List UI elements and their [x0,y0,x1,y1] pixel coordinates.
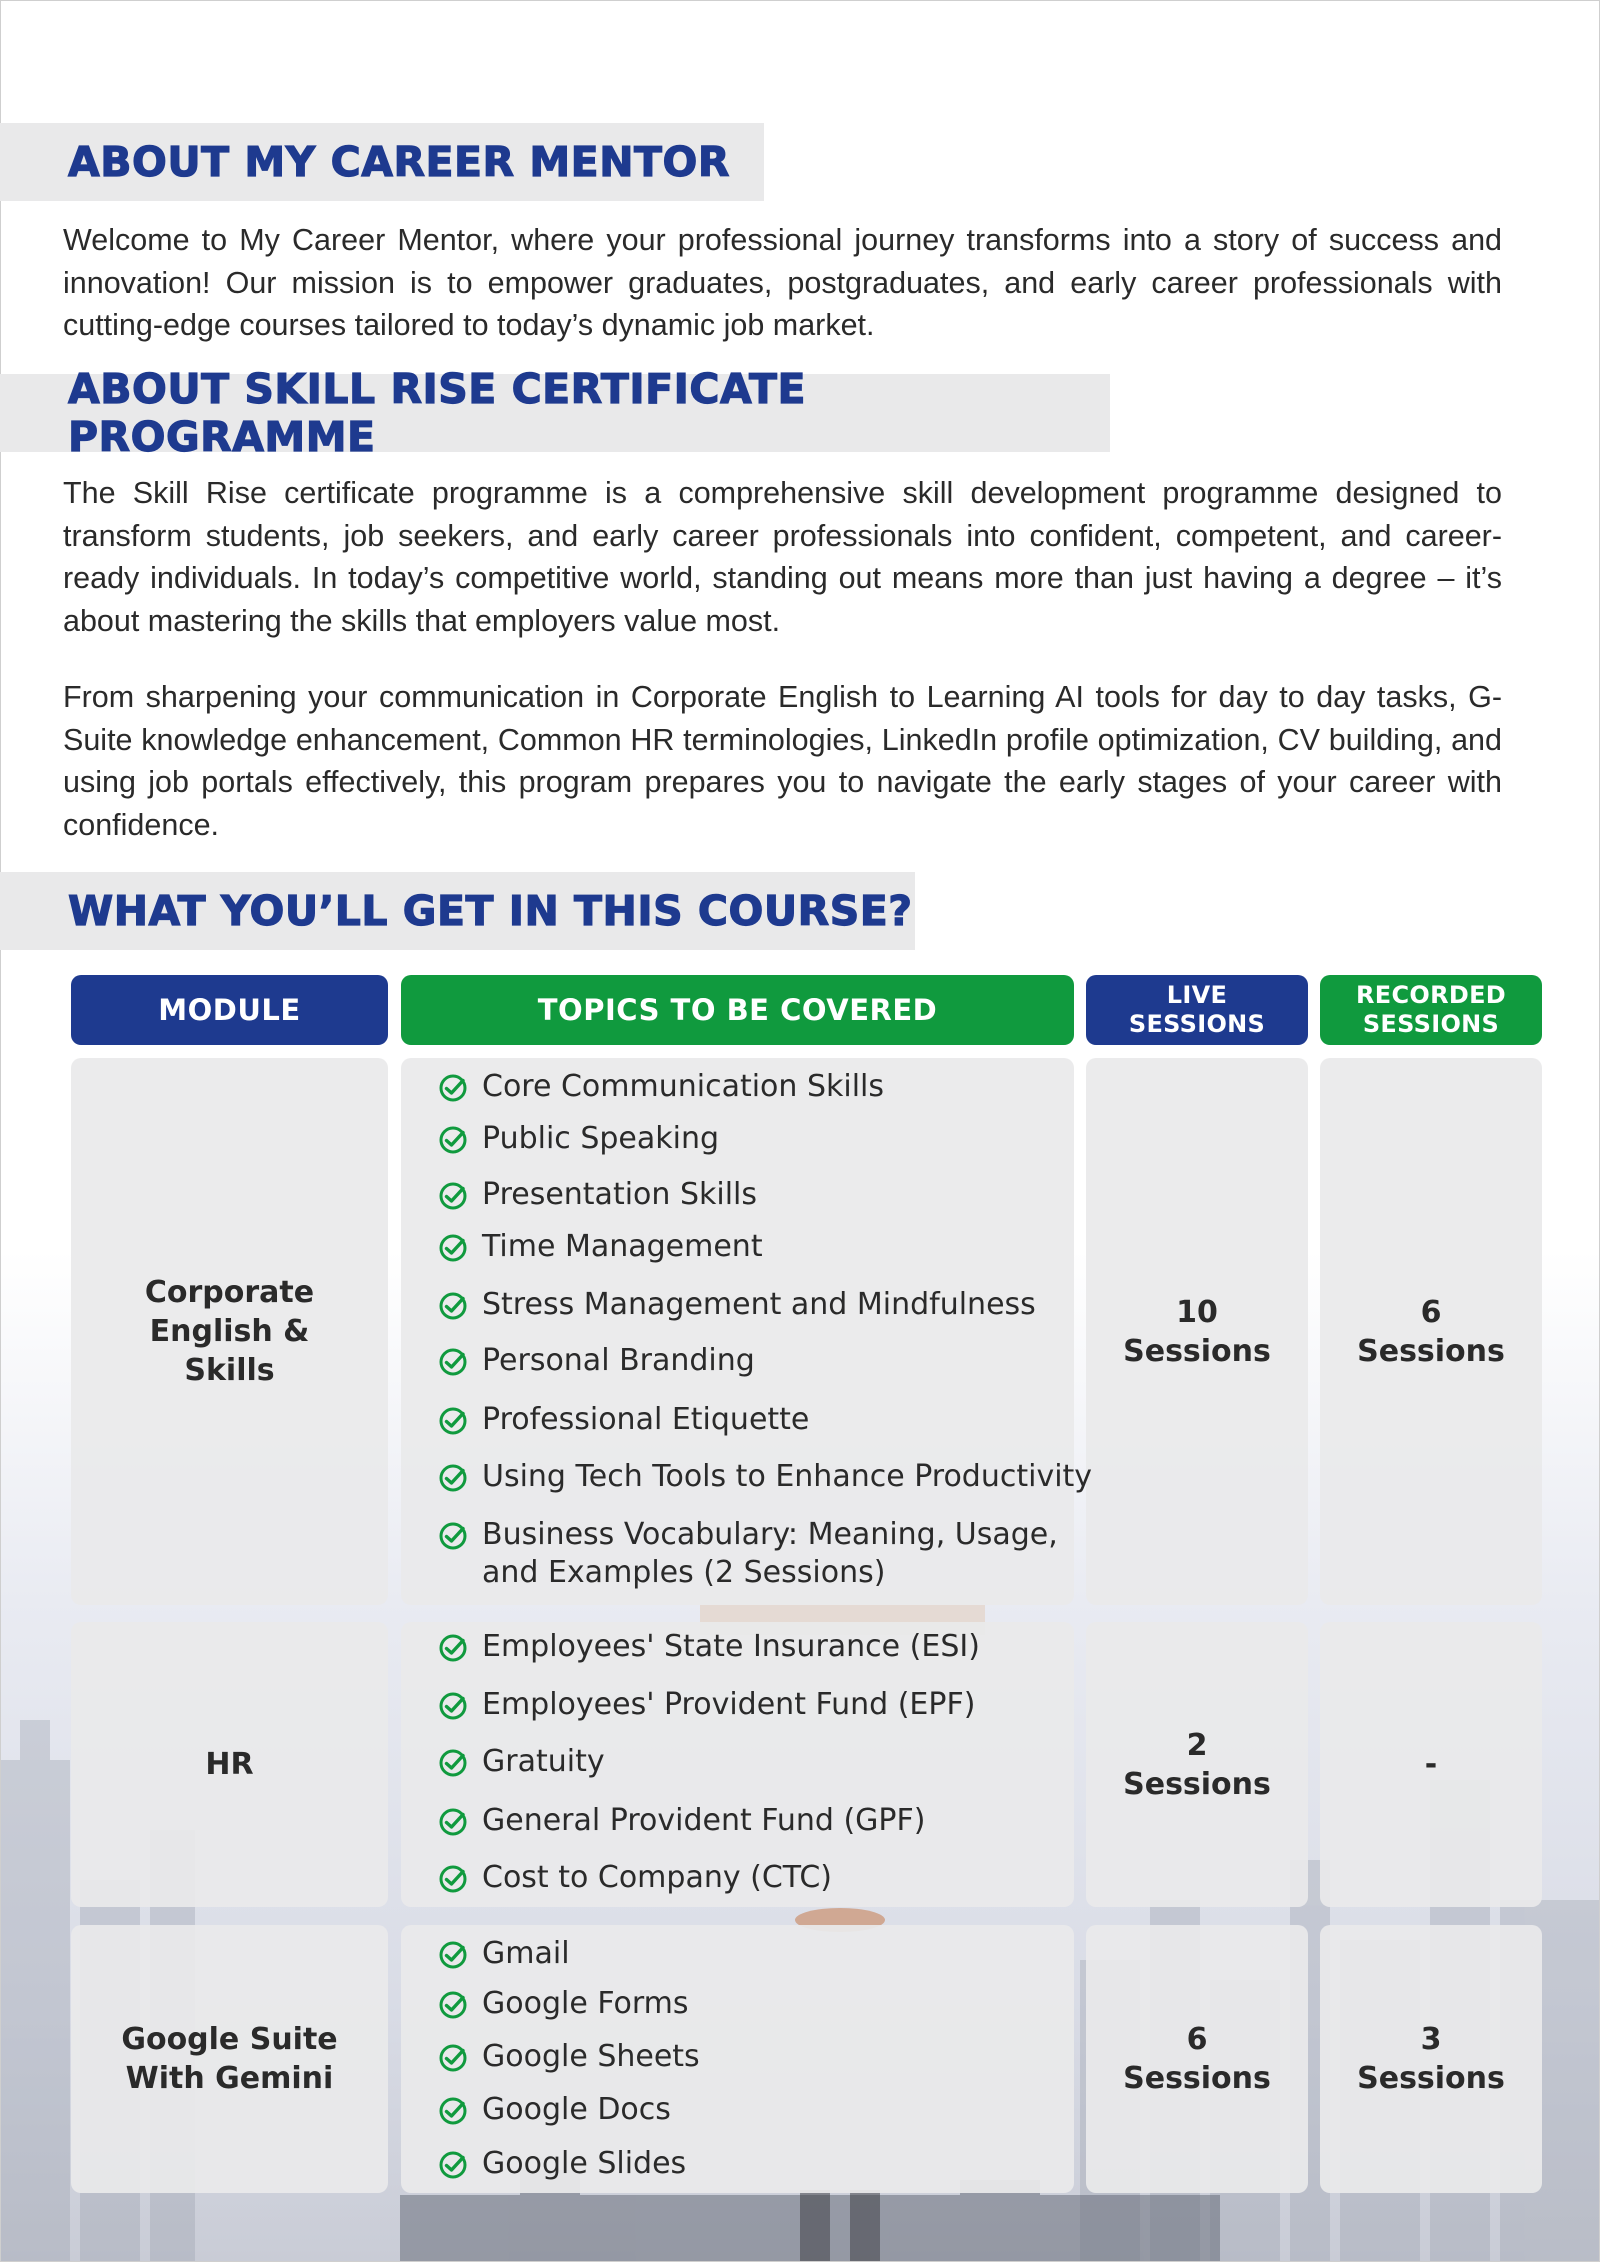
topic-label: Google Sheets [482,2039,700,2074]
check-circle-icon [438,1521,468,1551]
topic-list-item [438,1120,719,1158]
about-mentor-heading: ABOUT MY CAREER MENTOR [68,138,730,186]
check-circle-icon [438,2096,468,2126]
section-heading-band [0,365,1110,461]
topic-list-item [438,1228,763,1266]
check-circle-icon [438,1347,468,1377]
topic-list-item [438,2091,671,2129]
header-topics: TOPICS TO BE COVERED [401,975,1074,1045]
topic-list-item [438,2145,686,2183]
check-circle-icon [438,1691,468,1721]
topic-label: Google Forms [482,1986,689,2021]
check-circle-icon [438,1633,468,1663]
check-circle-icon [438,1406,468,1436]
topic-list-item [438,1286,1036,1324]
topic-label: Time Management [482,1229,763,1264]
module-cell-hr: HR [71,1622,388,1907]
topic-list-item [438,1176,757,1214]
topic-label: Google Slides [482,2146,687,2181]
about-programme-paragraph-1: The Skill Rise certificate programme is a comprehensive skill development programme designed to transform students, job seekers, and early career professionals into confident, competent, and career-ready individuals. In today’s competitive world, standing out means more than just having a degree – it’s about mastering the skills that employers value most. [63,476,1502,638]
topic-list-item [438,1342,755,1380]
topic-label: Stress Management and Mindfulness [482,1287,1036,1322]
check-circle-icon [438,1291,468,1321]
topic-list-item [438,1401,809,1439]
about-programme-paragraph-2: From sharpening your communication in Corporate English to Learning AI tools for day to day tasks, G-Suite knowledge enhancement, Common HR terminologies, LinkedIn profile optimization, CV building, and using job portals effectively, this program prepares you to navigate the early stages of your career with confidence. [63,680,1502,842]
about-mentor-paragraph: Welcome to My Career Mentor, where your professional journey transforms into a story of success and innovation! Our mission is to empower graduates, postgraduates, and early career professionals with cutting-edge courses tailored to today’s dynamic job market. [63,223,1502,342]
topic-label: Professional Etiquette [482,1402,810,1437]
topic-label: General Provident Fund (GPF) [482,1803,926,1838]
recorded-sessions-cell: 3 Sessions [1320,1925,1542,2193]
topic-list-item [438,1859,832,1897]
check-circle-icon [438,1073,468,1103]
header-module: MODULE [71,975,388,1045]
topic-list-item [438,1802,925,1840]
topic-list-item [438,1516,1058,1592]
recorded-sessions-cell: - [1320,1622,1542,1907]
check-circle-icon [438,1990,468,2020]
check-circle-icon [438,1807,468,1837]
topic-label: Employees' State Insurance (ESI) [482,1629,980,1664]
recorded-sessions-cell: 6 Sessions [1320,1058,1542,1605]
check-circle-icon [438,2150,468,2180]
topic-label: Core Communication Skills [482,1069,885,1104]
topic-label: Gratuity [482,1744,605,1779]
topic-label: Employees' Provident Fund (EPF) [482,1687,976,1722]
topic-label: Presentation Skills [482,1177,757,1212]
header-live-sessions: LIVE SESSIONS [1086,975,1308,1045]
check-circle-icon [438,1233,468,1263]
topic-label: Business Vocabulary: Meaning, Usage, and Examples (2 Sessions) [482,1517,1058,1590]
section-heading-band [0,872,915,950]
topic-list-item [438,1458,1092,1496]
header-recorded-sessions: RECORDED SESSIONS [1320,975,1542,1045]
section-heading-band [0,123,764,201]
topic-list-item [438,1628,980,1666]
topic-list-item [438,2038,700,2076]
check-circle-icon [438,1463,468,1493]
topic-label: Public Speaking [482,1121,720,1156]
topic-list-item [438,1743,605,1781]
topic-label: Google Docs [482,2092,671,2127]
check-circle-icon [438,1864,468,1894]
topic-list-item [438,1985,689,2023]
topic-list-item [438,1068,884,1106]
live-sessions-cell: 10 Sessions [1086,1058,1308,1605]
check-circle-icon [438,1748,468,1778]
check-circle-icon [438,1125,468,1155]
module-cell-google-suite: Google Suite With Gemini [71,1925,388,2193]
topic-list-item [438,1686,975,1724]
topic-label: Personal Branding [482,1343,755,1378]
about-programme-heading: ABOUT SKILL RISE CERTIFICATE PROGRAMME [68,365,807,461]
live-sessions-cell: 6 Sessions [1086,1925,1308,2193]
module-cell-corporate-english: Corporate English & Skills [71,1058,388,1605]
topic-label: Cost to Company (CTC) [482,1860,833,1895]
course-heading: WHAT YOU’LL GET IN THIS COURSE? [68,887,913,935]
topic-label: Gmail [482,1936,570,1971]
topic-label: Using Tech Tools to Enhance Productivity [482,1459,1093,1494]
check-circle-icon [438,2043,468,2073]
topic-list-item [438,1935,570,1973]
live-sessions-cell: 2 Sessions [1086,1622,1308,1907]
check-circle-icon [438,1181,468,1211]
check-circle-icon [438,1940,468,1970]
